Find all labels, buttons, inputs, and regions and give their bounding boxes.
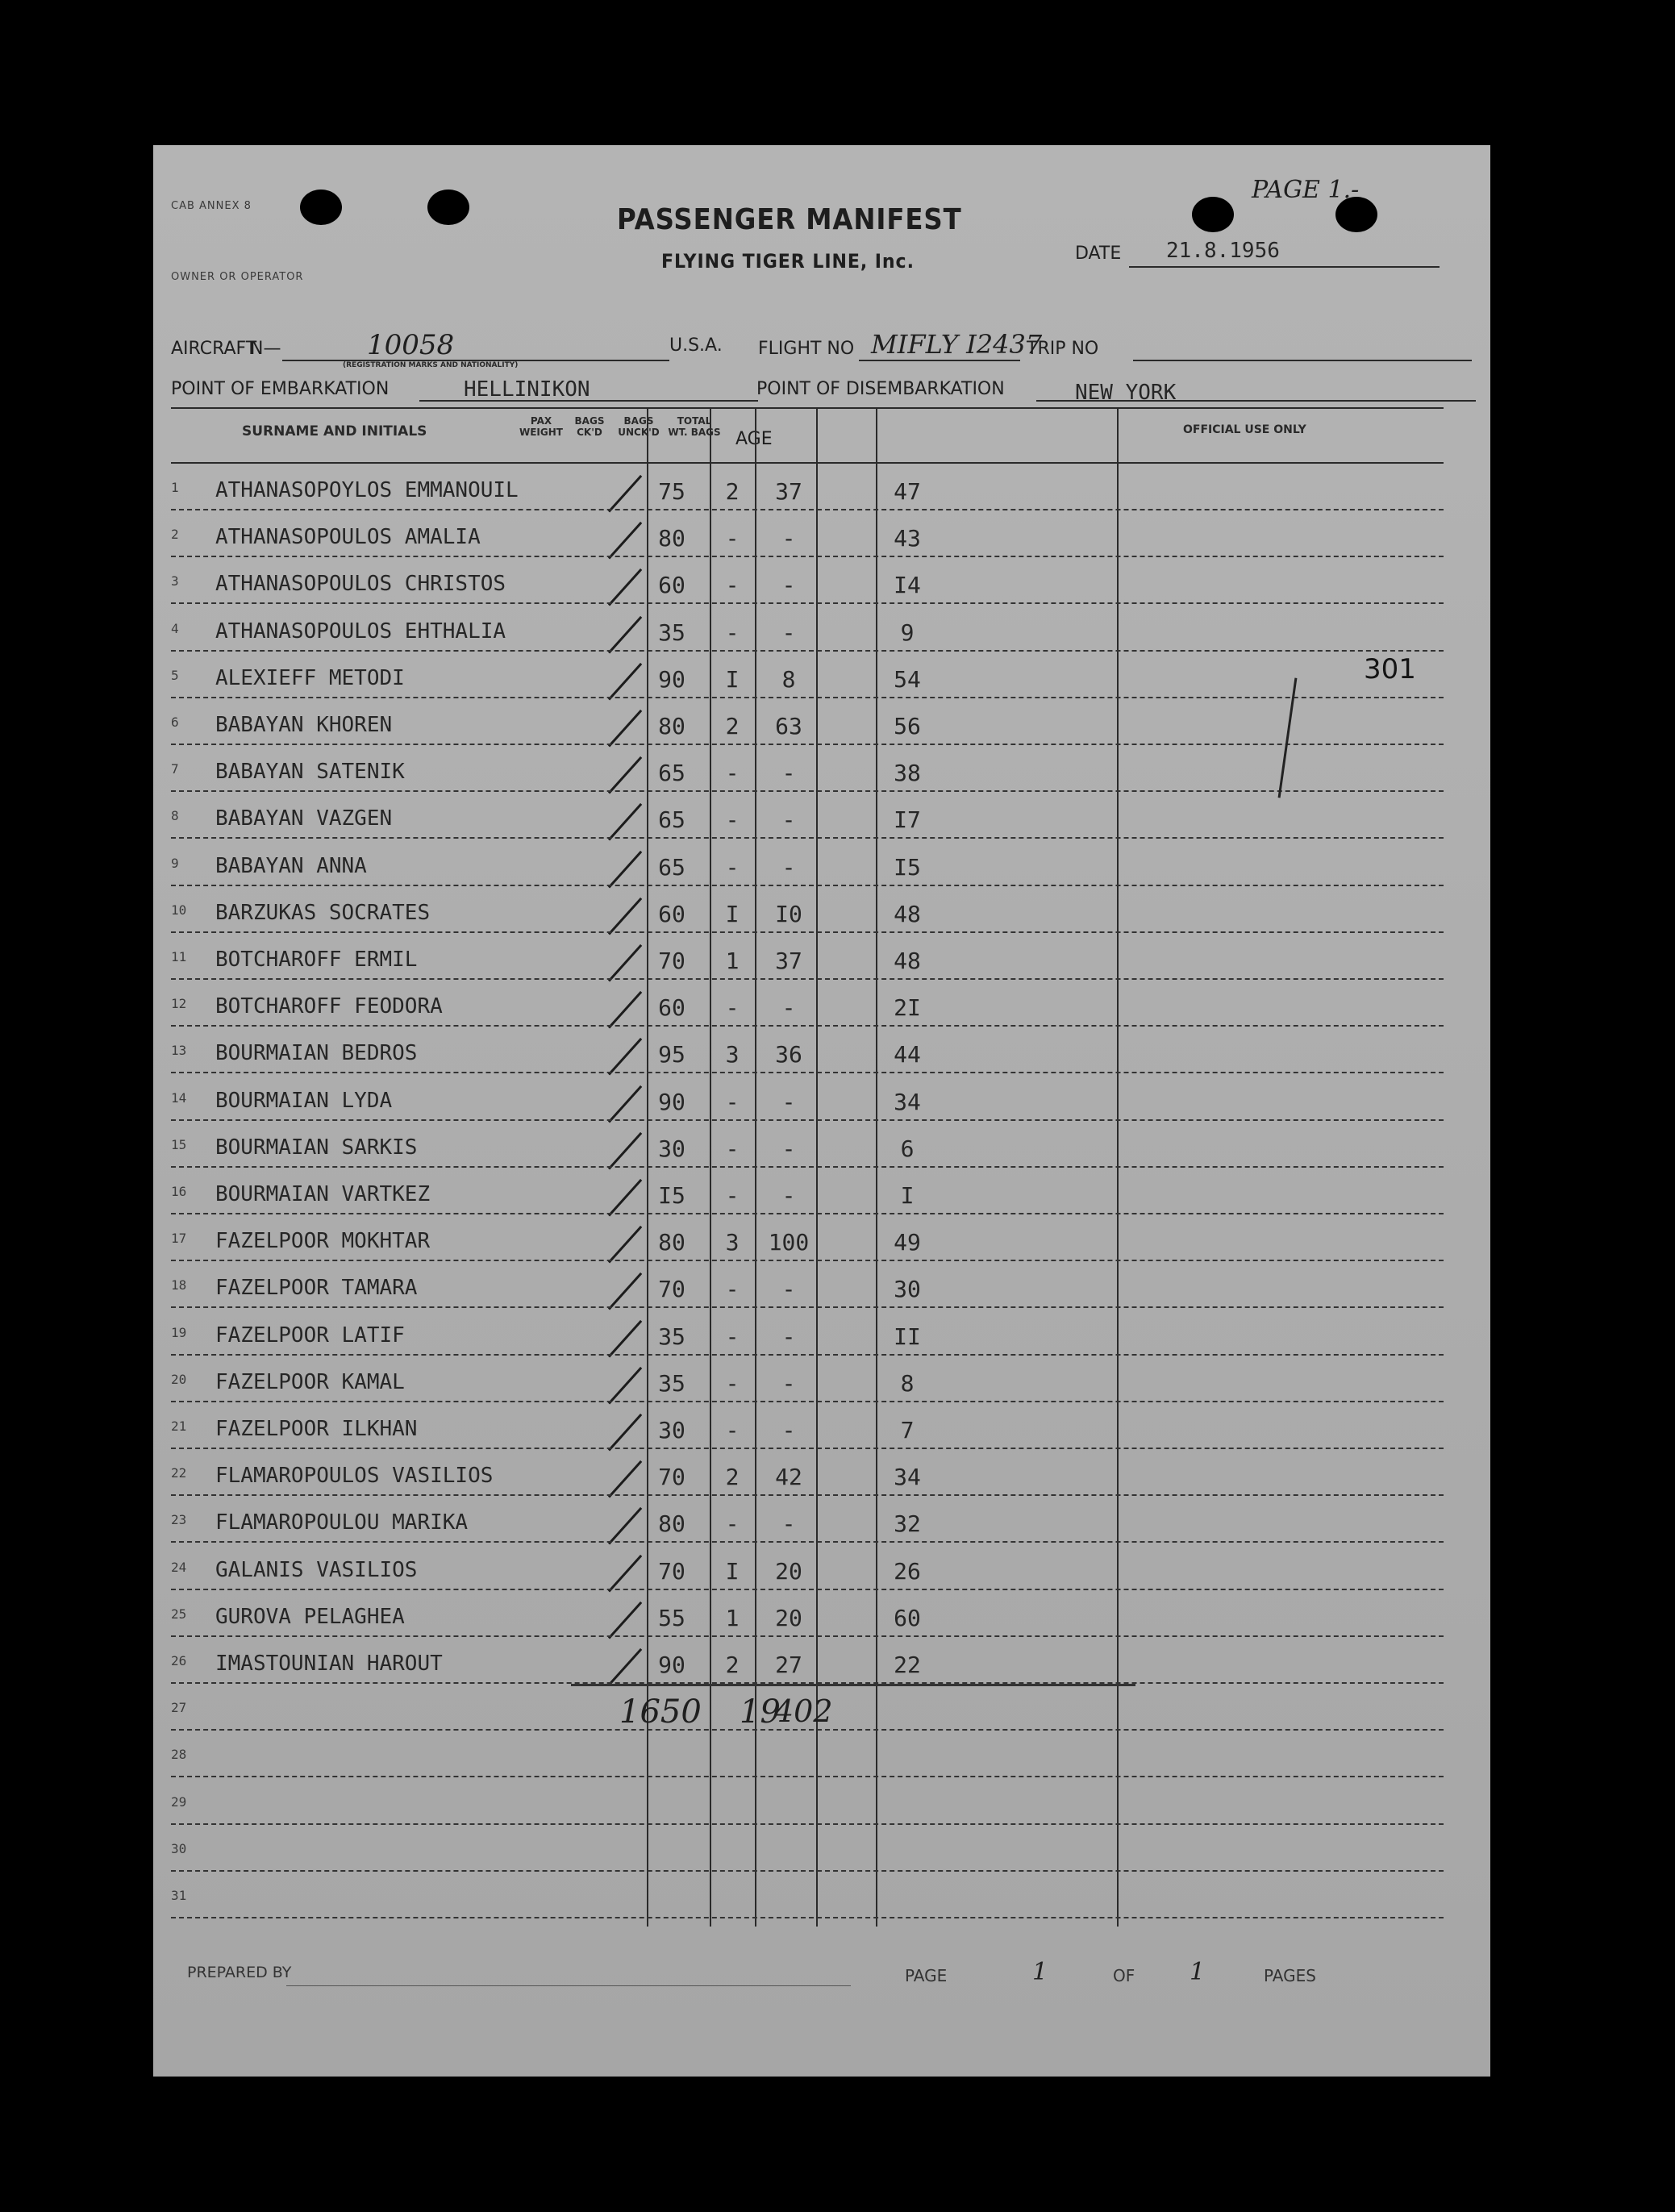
cell-unckd: 8	[781, 665, 796, 693]
cell-unckd: -	[781, 1088, 796, 1115]
cell-age: I	[900, 1182, 915, 1209]
cell-unckd: -	[781, 760, 796, 787]
passenger-name: FAZELPOOR TAMARA	[215, 1276, 418, 1301]
checkmark	[608, 1414, 642, 1452]
embarkation-value: HELLINIKON	[464, 377, 590, 402]
date-label: DATE	[1075, 244, 1122, 264]
row-number: 9	[171, 855, 179, 871]
checkmark	[608, 991, 642, 1029]
passenger-name: IMASTOUNIAN HAROUT	[215, 1652, 443, 1676]
checkmark	[608, 522, 642, 560]
row-rule	[171, 1823, 1444, 1825]
cell-ckd: 2	[725, 1652, 740, 1678]
totals-rule	[571, 1684, 1135, 1686]
row-rule	[171, 1119, 1444, 1121]
cell-ckd: 2	[725, 713, 740, 739]
cell-unckd: -	[781, 853, 796, 881]
row-number: 10	[171, 902, 187, 918]
cell-ckd: -	[725, 760, 740, 787]
row-rule	[171, 931, 1444, 933]
row-number: 20	[171, 1371, 187, 1387]
cell-weight: 80	[658, 1229, 685, 1256]
row-rule	[171, 1776, 1444, 1777]
trip-label: TRIP NO	[1027, 339, 1099, 359]
embarkation-label: POINT OF EMBARKATION	[171, 379, 390, 399]
row-number: 1	[171, 480, 179, 495]
row-rule	[171, 1729, 1444, 1731]
cell-age: 48	[894, 900, 921, 927]
form-reference: CAB ANNEX 8	[171, 200, 252, 212]
punch-hole	[300, 190, 342, 225]
row-rule	[171, 744, 1444, 745]
checkmark	[608, 1555, 642, 1593]
row-number: 24	[171, 1559, 187, 1575]
aircraft-prefix: N—	[250, 339, 281, 359]
cell-age: 30	[894, 1276, 921, 1303]
row-rule	[171, 1870, 1444, 1872]
cell-ckd: 1	[725, 1604, 740, 1631]
row-rule	[171, 837, 1444, 839]
checkmark	[608, 1602, 642, 1639]
passenger-name: BOURMAIAN VARTKEZ	[215, 1182, 431, 1206]
row-rule	[171, 1589, 1444, 1590]
footer-of-label: OF	[1113, 1966, 1135, 1985]
checkmark	[608, 803, 642, 841]
cell-age: I7	[894, 806, 921, 834]
checkmark	[608, 1367, 642, 1405]
cell-unckd: 27	[775, 1652, 802, 1678]
checkmark	[608, 851, 642, 889]
cell-age: I5	[894, 853, 921, 881]
cell-weight: 80	[658, 525, 685, 552]
passenger-name: BABAYAN KHOREN	[215, 713, 393, 737]
cell-weight: 75	[658, 478, 685, 505]
cell-age: 60	[894, 1604, 921, 1631]
cell-age: 56	[894, 713, 921, 739]
cell-ckd: -	[725, 1276, 740, 1303]
cell-weight: 80	[658, 713, 685, 739]
cell-ckd: -	[725, 994, 740, 1022]
cell-unckd: -	[781, 806, 796, 834]
cell-weight: 65	[658, 760, 685, 787]
cell-age: 32	[894, 1510, 921, 1538]
cell-age: 47	[894, 478, 921, 505]
row-rule	[171, 885, 1444, 886]
cell-ckd: -	[725, 1135, 740, 1162]
row-number: 14	[171, 1089, 187, 1106]
cell-age: II	[894, 1323, 921, 1350]
row-number: 23	[171, 1512, 187, 1528]
checkmark	[608, 1507, 642, 1545]
cell-unckd: -	[781, 994, 796, 1022]
cell-ckd: -	[725, 1369, 740, 1397]
cell-ckd: -	[725, 1417, 740, 1443]
cell-age: 48	[894, 948, 921, 974]
cell-weight: 90	[658, 1088, 685, 1115]
passenger-name: FLAMAROPOULOS VASILIOS	[215, 1464, 494, 1489]
side-annotation: 301	[1364, 653, 1416, 685]
airline-name: FLYING TIGER LINE, Inc.	[661, 250, 915, 273]
row-rule	[171, 1494, 1444, 1496]
punch-hole	[427, 190, 469, 225]
passenger-name: FAZELPOOR ILKHAN	[215, 1417, 418, 1441]
row-number: 5	[171, 667, 179, 683]
row-rule	[171, 1354, 1444, 1356]
checkmark	[608, 1179, 642, 1217]
row-number: 16	[171, 1184, 187, 1199]
footer-of-number: 1	[1190, 1958, 1206, 1986]
passenger-name: BABAYAN VAZGEN	[215, 806, 393, 831]
row-number: 19	[171, 1324, 187, 1340]
passenger-name: FAZELPOOR LATIF	[215, 1323, 405, 1348]
punch-hole	[1192, 197, 1234, 232]
row-rule	[171, 1917, 1444, 1918]
cell-weight: 80	[658, 1510, 685, 1538]
row-number: 3	[171, 573, 179, 589]
row-number: 7	[171, 761, 179, 777]
cell-weight: 90	[658, 665, 685, 693]
flight-number: MIFLY I2437	[871, 329, 1043, 360]
passenger-name: FAZELPOOR MOKHTAR	[215, 1229, 431, 1254]
cell-ckd: -	[725, 806, 740, 834]
row-rule	[171, 1401, 1444, 1402]
flight-label: FLIGHT NO	[758, 339, 855, 359]
row-number: 29	[171, 1793, 187, 1810]
checkmark	[608, 663, 642, 701]
header-bottom-rule	[171, 462, 1444, 464]
row-rule	[171, 1448, 1444, 1449]
cell-age: I4	[894, 572, 921, 599]
row-rule	[171, 1072, 1444, 1073]
row-rule	[171, 1025, 1444, 1027]
total-bags-checked: 19	[740, 1693, 781, 1731]
row-number: 8	[171, 808, 179, 824]
row-number: 31	[171, 1888, 187, 1903]
passenger-name: BOTCHAROFF ERMIL	[215, 948, 418, 972]
row-number: 22	[171, 1465, 187, 1481]
cell-age: 54	[894, 665, 921, 693]
passenger-name: GALANIS VASILIOS	[215, 1557, 418, 1582]
column-header-name: SURNAME AND INITIALS	[242, 423, 427, 439]
row-number: 28	[171, 1747, 187, 1763]
cell-weight: 35	[658, 1323, 685, 1350]
row-number: 21	[171, 1418, 187, 1434]
row-rule	[171, 978, 1444, 980]
passenger-name: BABAYAN SATENIK	[215, 760, 405, 785]
row-number: 18	[171, 1277, 187, 1293]
cell-ckd: I	[725, 1557, 740, 1585]
cell-ckd: 1	[725, 948, 740, 974]
column-header-bags-unchecked: BAGS UNCK'D	[618, 415, 660, 438]
total-weight: 1650	[619, 1693, 702, 1731]
page-note: PAGE 1.-	[1252, 176, 1360, 204]
checkmark	[608, 1320, 642, 1358]
cell-weight: 35	[658, 619, 685, 646]
checkmark	[608, 944, 642, 982]
checkmark	[608, 475, 642, 513]
cell-unckd: -	[781, 1369, 796, 1397]
cell-ckd: -	[725, 525, 740, 552]
cell-weight: 60	[658, 994, 685, 1022]
cell-ckd: -	[725, 1510, 740, 1538]
cell-unckd: 20	[775, 1604, 802, 1631]
cell-ckd: I	[725, 665, 740, 693]
cell-weight: 30	[658, 1135, 685, 1162]
cell-weight: 65	[658, 806, 685, 834]
passenger-name: BOURMAIAN SARKIS	[215, 1135, 418, 1160]
disembarkation-underline	[1036, 400, 1476, 402]
row-rule	[171, 556, 1444, 557]
row-rule	[171, 1260, 1444, 1261]
row-number: 6	[171, 714, 179, 730]
cell-age: 26	[894, 1557, 921, 1585]
page-title: PASSENGER MANIFEST	[617, 203, 962, 236]
cell-weight: 65	[658, 853, 685, 881]
disembarkation-value: NEW YORK	[1075, 381, 1177, 405]
passenger-name: GUROVA PELAGHEA	[215, 1604, 405, 1629]
cell-weight: 70	[658, 948, 685, 974]
cell-weight: 95	[658, 1041, 685, 1069]
cell-weight: 60	[658, 900, 685, 927]
cell-weight: 70	[658, 1464, 685, 1491]
manifest-sheet	[153, 145, 1490, 2077]
column-header-weight: PAX WEIGHT	[519, 415, 563, 438]
registration-note: (REGISTRATION MARKS AND NATIONALITY)	[343, 361, 519, 369]
cell-ckd: -	[725, 1182, 740, 1209]
cell-age: 43	[894, 525, 921, 552]
footer-page-label: PAGE	[905, 1966, 948, 1985]
row-rule	[171, 1541, 1444, 1543]
cell-age: 44	[894, 1041, 921, 1069]
cell-unckd: I0	[775, 900, 802, 927]
cell-unckd: 37	[775, 478, 802, 505]
passenger-name: ATHANASOPOULOS AMALIA	[215, 525, 481, 550]
passenger-name: BOURMAIAN BEDROS	[215, 1041, 418, 1066]
cell-unckd: -	[781, 525, 796, 552]
row-rule	[171, 1635, 1444, 1637]
column-header-official: OFFICIAL USE ONLY	[1183, 423, 1306, 436]
row-number: 30	[171, 1840, 187, 1856]
header-top-rule	[171, 407, 1444, 409]
usa-label: U.S.A.	[669, 335, 723, 356]
cell-ckd: -	[725, 1323, 740, 1350]
row-rule	[171, 790, 1444, 792]
cell-unckd: -	[781, 1510, 796, 1538]
cell-unckd: 37	[775, 948, 802, 974]
aircraft-number: 10058	[367, 329, 455, 361]
cell-weight: 70	[658, 1557, 685, 1585]
row-number: 11	[171, 949, 187, 964]
checkmark	[608, 1273, 642, 1310]
cell-unckd: 20	[775, 1557, 802, 1585]
date-underline	[1129, 266, 1440, 268]
passenger-name: FLAMAROPOULOU MARIKA	[215, 1510, 469, 1535]
flight-underline	[859, 360, 1020, 361]
cell-age: 22	[894, 1652, 921, 1678]
footer-pages-label: PAGES	[1264, 1966, 1316, 1985]
passenger-name: BABAYAN ANNA	[215, 853, 367, 878]
passenger-name: ATHANASOPOYLOS EMMANOUIL	[215, 478, 519, 502]
cell-unckd: 100	[768, 1229, 810, 1256]
cell-unckd: 42	[775, 1464, 802, 1491]
passenger-name: ALEXIEFF METODI	[215, 665, 405, 690]
checkmark	[608, 756, 642, 794]
cell-unckd: -	[781, 619, 796, 646]
row-rule	[171, 1213, 1444, 1214]
checkmark	[608, 616, 642, 654]
row-rule	[171, 1166, 1444, 1168]
checkmark	[608, 1226, 642, 1264]
prepared-by-label: PREPARED BY	[187, 1964, 292, 1981]
checkmark	[608, 1648, 642, 1686]
cell-unckd: -	[781, 1276, 796, 1303]
checkmark	[608, 1038, 642, 1076]
row-number: 15	[171, 1136, 187, 1152]
row-number: 25	[171, 1606, 187, 1622]
column-header-bags-checked: BAGS CK'D	[574, 415, 605, 438]
cell-ckd: -	[725, 572, 740, 599]
row-number: 12	[171, 996, 187, 1012]
row-rule	[171, 650, 1444, 652]
aircraft-label: AIRCRAFT	[171, 339, 257, 359]
cell-unckd: -	[781, 1417, 796, 1443]
row-rule	[171, 509, 1444, 510]
passenger-name: ATHANASOPOULOS CHRISTOS	[215, 572, 506, 597]
cell-ckd: 2	[725, 478, 740, 505]
cell-unckd: 63	[775, 713, 802, 739]
checkmark	[608, 1085, 642, 1123]
column-header-total-weight: TOTAL WT. BAGS	[668, 415, 721, 438]
owner-operator-label: OWNER OR OPERATOR	[171, 271, 304, 283]
cell-weight: 35	[658, 1369, 685, 1397]
row-number: 4	[171, 620, 179, 636]
embarkation-underline	[419, 400, 758, 402]
cell-ckd: -	[725, 1088, 740, 1115]
footer-page-number: 1	[1032, 1958, 1048, 1986]
passenger-name: FAZELPOOR KAMAL	[215, 1369, 405, 1394]
cell-ckd: I	[725, 900, 740, 927]
passenger-name: BOURMAIAN LYDA	[215, 1088, 393, 1113]
row-rule	[171, 1306, 1444, 1308]
footer-underline	[286, 1985, 851, 1986]
cell-age: 49	[894, 1229, 921, 1256]
checkmark	[608, 898, 642, 935]
cell-age: 7	[900, 1417, 915, 1443]
cell-age: 38	[894, 760, 921, 787]
checkmark	[608, 1132, 642, 1170]
cell-ckd: 3	[725, 1229, 740, 1256]
row-number: 13	[171, 1043, 187, 1059]
cell-weight: 90	[658, 1652, 685, 1678]
cell-age: 8	[900, 1369, 915, 1397]
cell-unckd: -	[781, 1323, 796, 1350]
cell-age: 6	[900, 1135, 915, 1162]
cell-age: 34	[894, 1464, 921, 1491]
column-header-age: AGE	[735, 429, 773, 449]
cell-weight: 55	[658, 1604, 685, 1631]
cell-weight: 70	[658, 1276, 685, 1303]
cell-ckd: -	[725, 619, 740, 646]
row-number: 26	[171, 1653, 187, 1668]
trip-underline	[1133, 360, 1472, 361]
passenger-name: ATHANASOPOULOS EHTHALIA	[215, 619, 506, 644]
row-number: 27	[171, 1700, 187, 1716]
disembarkation-label: POINT OF DISEMBARKATION	[756, 379, 1005, 399]
cell-weight: I5	[658, 1182, 685, 1209]
cell-age: 34	[894, 1088, 921, 1115]
passenger-name: BOTCHAROFF FEODORA	[215, 994, 443, 1019]
cell-age: 9	[900, 619, 915, 646]
row-number: 17	[171, 1231, 187, 1247]
cell-ckd: 3	[725, 1041, 740, 1069]
cell-ckd: -	[725, 853, 740, 881]
cell-age: 2I	[894, 994, 921, 1022]
cell-unckd: 36	[775, 1041, 802, 1069]
cell-ckd: 2	[725, 1464, 740, 1491]
checkmark	[608, 1460, 642, 1498]
cell-unckd: -	[781, 1135, 796, 1162]
checkmark	[608, 569, 642, 606]
cell-weight: 60	[658, 572, 685, 599]
row-rule	[171, 602, 1444, 604]
checkmark	[608, 710, 642, 748]
total-bags-unchecked: 402	[774, 1693, 833, 1729]
cell-unckd: -	[781, 1182, 796, 1209]
row-rule	[171, 697, 1444, 698]
passenger-name: BARZUKAS SOCRATES	[215, 900, 431, 925]
cell-unckd: -	[781, 572, 796, 599]
cell-weight: 30	[658, 1417, 685, 1443]
row-number: 2	[171, 527, 179, 543]
date-value: 21.8.1956	[1166, 239, 1280, 263]
